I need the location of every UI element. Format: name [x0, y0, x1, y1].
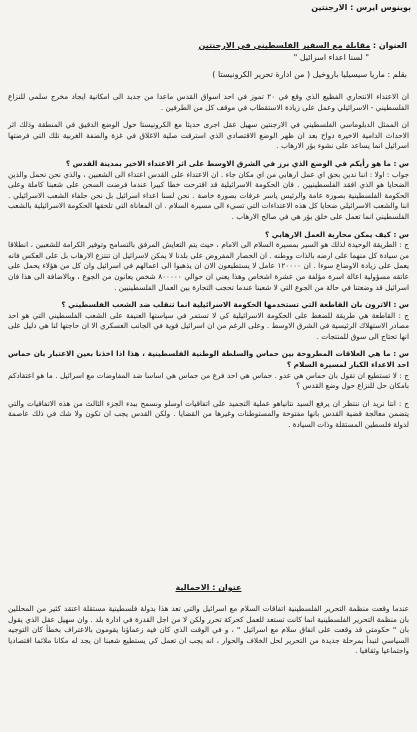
subject-label: العنوان : [372, 41, 407, 50]
subject-subtitle: " لسنا اعداء اسرائيل " [293, 53, 369, 62]
dateline: بوينوس ايرس : الارجنتين [311, 3, 411, 12]
answer-2: ج : الطريقة الوحيدة لذلك هو السير بمسيرة السلام الى الامام ، حيث يتم التعايش المرفق بالتسامح وتوفير الكرامة للشعبين ، انطلاقا من سيادة كل منهما على ارضه بالذات ووطنه . ان الحصار المفروض على بلدنا لا يمكن لاسرائيل ان تنتزع الارهاب بل على العكس فانه يعمل على زيادة الاوضاع سوءا . ان ١٢٠٠٠٠ عامل لا يستطيعون الان ان يذهبوا الى اعمالهم في اسرائيل وان كل من هؤلاء يحمل على عاتقه مسؤولية اعالة اسرة مؤلفة من عشرة اشخاص وهذا يعني ان حوالي ٨٠٠٠٠٠ شخص يعانون من الجوع ، وبالاضافة الى هذا فان اسرائيل قد وضعتنا في حالة من الجوع التي لا شعبنا عندما تحجب التجارة بين العمال الفلسطينيين . [8, 240, 410, 292]
answer-3: ج : القاطعة هي طريقة للضغط على الحكومة الاسرائيلية كي لا تستمر في سياستها العنيفة على الشعب الفلسطيني التي هو احد مصادر الاستهلاك الرئيسية في الشرق الاوسط . وعلى الرغم من ان اسرائيل قوية في الجانب العسكري الا ان حاجتها لنا هي دليل على انها تحتاج الى سوق للمنتجات . [8, 310, 409, 341]
closing-title-text: عنوان : الاجمالية [175, 583, 242, 592]
subject-title: مقابلة مع السفير الفلسطيني في الارجنتين [198, 41, 371, 50]
answer-5: ج : انتا نريد ان ننتظر ان يرفع السيد نتانياهو عملية التجميد على اتفاقيات اوسلو ونسمح ببدء الجزء الثالث من هذه الاتفاقيات والتي يتضمن معالجة قضية القدس بانها مفتوحة والمستوطنات وغيرها من القضايا . ولكن القدس يجب ان تكون ولا شك في ذلك عاصمة لدولة فلسطين المستقلة وذات السيادة . [8, 398, 409, 430]
closing-section-title [0, 583, 417, 592]
question-2: س : كيف يمكن محاربة العمل الارهابي ؟ [264, 229, 409, 239]
document-header [12, 40, 407, 64]
answer-4: ج : لا تستطيع ان تقول بان حماس هي عدو . حماس هي احد فرع من حماس هي اساسا ضد المفاوضات مع اسرائيل . ما هو اعتقادكم بامكان حل للنزاع حول وضع القدس ؟ [8, 370, 409, 391]
closing-paragraph: عندما وقعت منظمة التحرير الفلسطينية اتفاقات السلام مع اسرائيل والتي تعد هذا بدولة فلسطينية مستقلة اعتقد كثير من المحللين بان منظمة التحرير الفلسطينية انما كانت تستعد للعمل كحركة تحرر ولكن لا من اجل القدرة في ادارة بلد . وان سهيل عقل الذي يقول بان " حكومتي قد وقعت على اتفاق سلام مع اسرائيل " ، و في الوقت الذي كان فيه زعماؤنا يقومون بالاعتراف بخطأ كان التوجيه السياسي لنبدأ بمرحلة جديدة من التحرير لحل الخلاف والحوار ، انه يجب ان تعمل كي يستطيع شعبنا ان يجد له مكانا ملائما اقتصاديا واجتماعيا وثقافيا . [8, 604, 409, 656]
answer-1: جواب : اولا : اننا ندين بحق اي عمل ارهابي من اي مكان جاء . ان الاعتداء على القدس اعتداء الى الشعبين ، والذي نحن نحمل والذين الضحايا هو الذي افقد الفلسطينيين . فان الحكومة الاسرائيلية قد اقترحت خطا كبيرا عندما فرضت السجن على شعبنا كاملة وعلى الحكومة الفلسطينية بصورة عامة والرئيس ياسر عرفات بصورة خاصة . نحن لسنا اعداء اسرائيل بل نحن حلفاء الشعب الاسرائيلي . اننا والشعب الاسرائيلي ضحايا كل هذه الاعتداءات التي تسيء الى مسيرة السلام . ان المعاناة التي تلحقها الحكومة الاسرائيلية بالشعب الفلسطيني انما تعمل على خلق بؤر هي في صالح الارهاب . [8, 169, 409, 221]
intro-paragraph-2: ان الممثل الدبلوماسي الفلسطيني في الارجنتين سهيل عقل اجرى حديثا مع الكرونيستا حول الوضع الدقيق في المنطقة وذلك اثر الاحداث الدامية الاخيرة دواح بعد ان ظهر الوضع الاقتصادي الذي استرقت صلية الاغلاق في غزة والضفة الغربية تلك التي فرضتها اسرائيل انما يساعد على نشوء بؤر الارهاب . [8, 120, 409, 151]
author-line: بقلم : ماريا سيسيليا باروخيل ( من ادارة تحرير الكرونيستا ) [212, 70, 407, 79]
subject-line [12, 40, 407, 52]
intro-paragraph-1: ان الاعتداء الانتحاري الفظيع الذي وقع في ٢٠ تموز في احد اسواق القدس ماعدا من جديد الى امكانية ايجاد مخرج سلمي للنزاع الفلسطيني - الاسرائيلي وعمل على زيادة الاستقطاب في موقف كل من الطرفين . [8, 92, 409, 112]
article-body [8, 92, 409, 438]
question-4: س : ما هي العلاقات المطروحة بين حماس والسلطة الوطنية الفلسطينية ، هذا اذا اخذنا بعين الاعتبار بان حماس احد الاعداء الكبار لمسيرة السلام ؟ [8, 349, 409, 370]
question-3: س : الاترون بان القاطعة التي تستخدمها الحكومة الاسرائيلية انما تنقلب ضد الشعب الفلسطيني ؟ [61, 300, 409, 310]
question-1: س : ما هو رأيكم في الوضع الذي برز في الشرق الاوسط على اثر الاعتداء الاخير بمدينة القدس ؟ [65, 158, 409, 168]
